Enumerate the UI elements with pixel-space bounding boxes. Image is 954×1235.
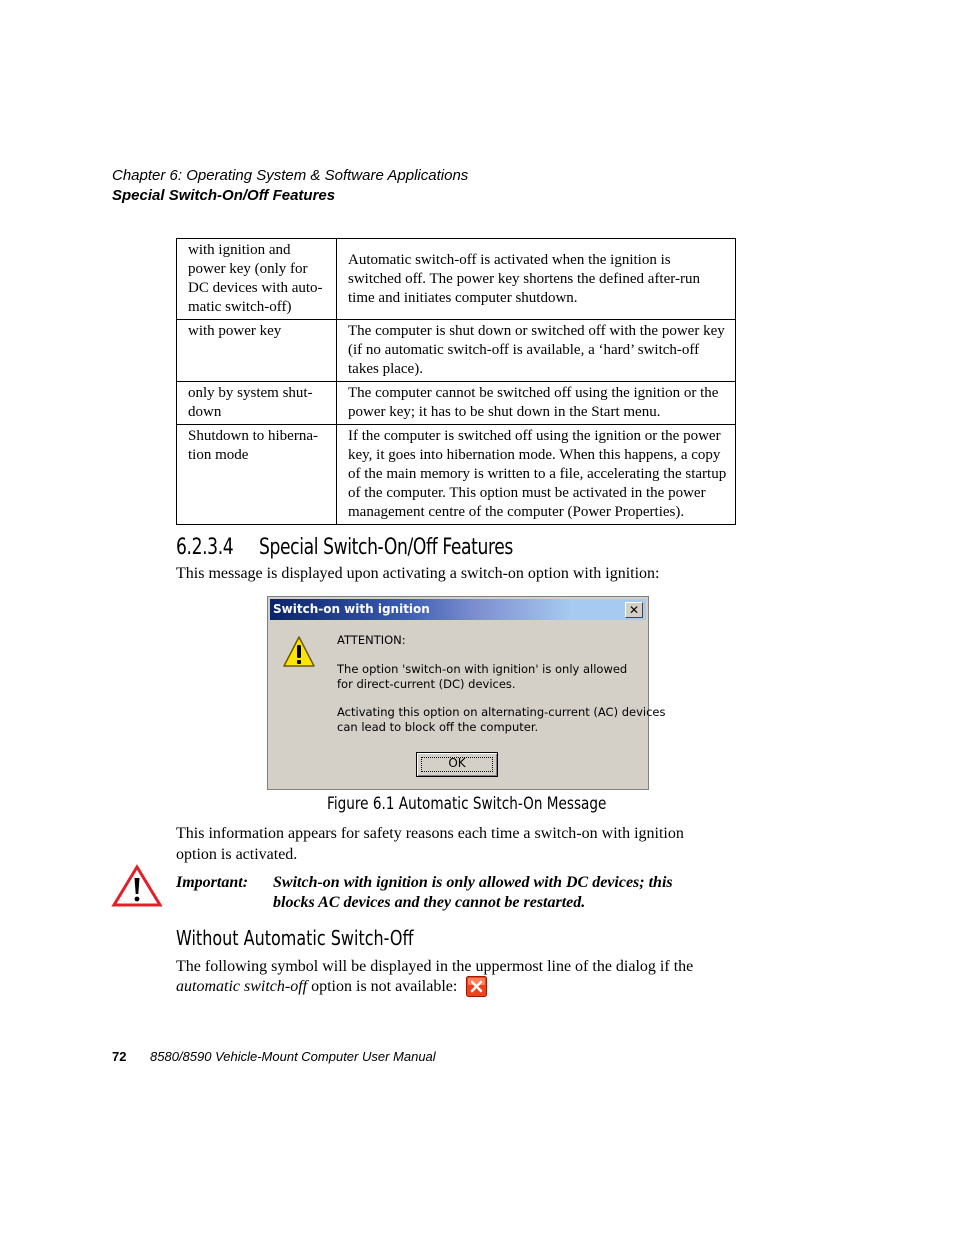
footer-title: 8580/8590 Vehicle-Mount Computer User Manual bbox=[150, 1049, 436, 1064]
ok-button[interactable] bbox=[416, 752, 498, 777]
warning-icon bbox=[282, 635, 316, 669]
subsection-text-rest: option is not available: bbox=[307, 978, 458, 995]
important-label: Important: bbox=[176, 874, 249, 891]
switch-on-dialog bbox=[267, 596, 666, 790]
ok-button-label: OK bbox=[448, 756, 466, 770]
subsection-title: Without Automatic Switch-Off bbox=[176, 926, 414, 950]
table-cell-mode: with ignition and power key (only for DC devices with auto-matic switch-off) bbox=[177, 239, 337, 320]
dialog-close-button[interactable]: ✕ bbox=[625, 602, 643, 618]
info-text-line: This information appears for safety reasons each time a switch-on with ignition bbox=[176, 825, 684, 842]
dialog-attention: ATTENTION: bbox=[337, 633, 406, 647]
running-header-chapter: Chapter 6: Operating System & Software Applications bbox=[112, 167, 469, 184]
section-number: 6.2.3.4 bbox=[176, 535, 234, 560]
subsection-text-line bbox=[176, 976, 487, 997]
table-cell-mode: with power key bbox=[177, 320, 337, 382]
important-text bbox=[273, 873, 733, 913]
dialog-titlebar[interactable] bbox=[270, 599, 646, 620]
subsection-text-line: The following symbol will be displayed in the uppermost line of the dialog if the bbox=[176, 958, 694, 975]
table-cell-description: If the computer is switched off using the ignition or the power key, it goes into hibernation mode. When this happens, a copy of the main memory is written to a file, accelerating the startup of the computer. This option must be activated in the power management centre of the computer (Power Properties). bbox=[337, 425, 736, 525]
dialog-message-line: for direct-current (DC) devices. bbox=[337, 677, 516, 691]
important-line: blocks AC devices and they cannot be restarted. bbox=[273, 894, 586, 911]
table-cell-description: The computer is shut down or switched off with the power key (if no automatic switch-off is available, a ‘hard’ switch-off takes place). bbox=[337, 320, 736, 382]
page-number: 72 bbox=[112, 1049, 127, 1064]
table-row bbox=[177, 320, 736, 382]
table-cell-mode: Shutdown to hiberna-tion mode bbox=[177, 425, 337, 525]
figure-caption: Figure 6.1 Automatic Switch-On Message bbox=[327, 794, 607, 814]
table-row bbox=[177, 425, 736, 525]
table-cell-description: Automatic switch-off is activated when the ignition is switched off. The power key shortens the defined after-run time and initiates computer shutdown. bbox=[337, 239, 736, 320]
section-intro: This message is displayed upon activating a switch-on option with ignition: bbox=[176, 565, 660, 582]
dialog-message-line: can lead to block off the computer. bbox=[337, 720, 539, 734]
important-line: Switch-on with ignition is only allowed with DC devices; this bbox=[273, 874, 673, 891]
dialog-title: Switch-on with ignition bbox=[273, 602, 430, 616]
table-row bbox=[177, 382, 736, 425]
running-header-section: Special Switch-On/Off Features bbox=[112, 187, 336, 204]
switch-off-unavailable-icon bbox=[466, 976, 487, 997]
info-text-line: option is activated. bbox=[176, 846, 298, 863]
dialog-message-line: Activating this option on alternating-current (AC) devices bbox=[337, 705, 666, 719]
table-cell-mode: only by system shut-down bbox=[177, 382, 337, 425]
switch-off-modes-table bbox=[176, 238, 736, 525]
automatic-switch-off-term: automatic switch-off bbox=[176, 978, 308, 995]
table-cell-description: The computer cannot be switched off using the ignition or the power key; it has to be shut down in the Start menu. bbox=[337, 382, 736, 425]
important-warning-icon bbox=[111, 864, 163, 908]
table-row bbox=[177, 239, 736, 320]
focus-rect bbox=[421, 757, 493, 772]
dialog-message-line: The option 'switch-on with ignition' is only allowed bbox=[337, 662, 628, 676]
section-title: Special Switch-On/Off Features bbox=[259, 535, 513, 560]
